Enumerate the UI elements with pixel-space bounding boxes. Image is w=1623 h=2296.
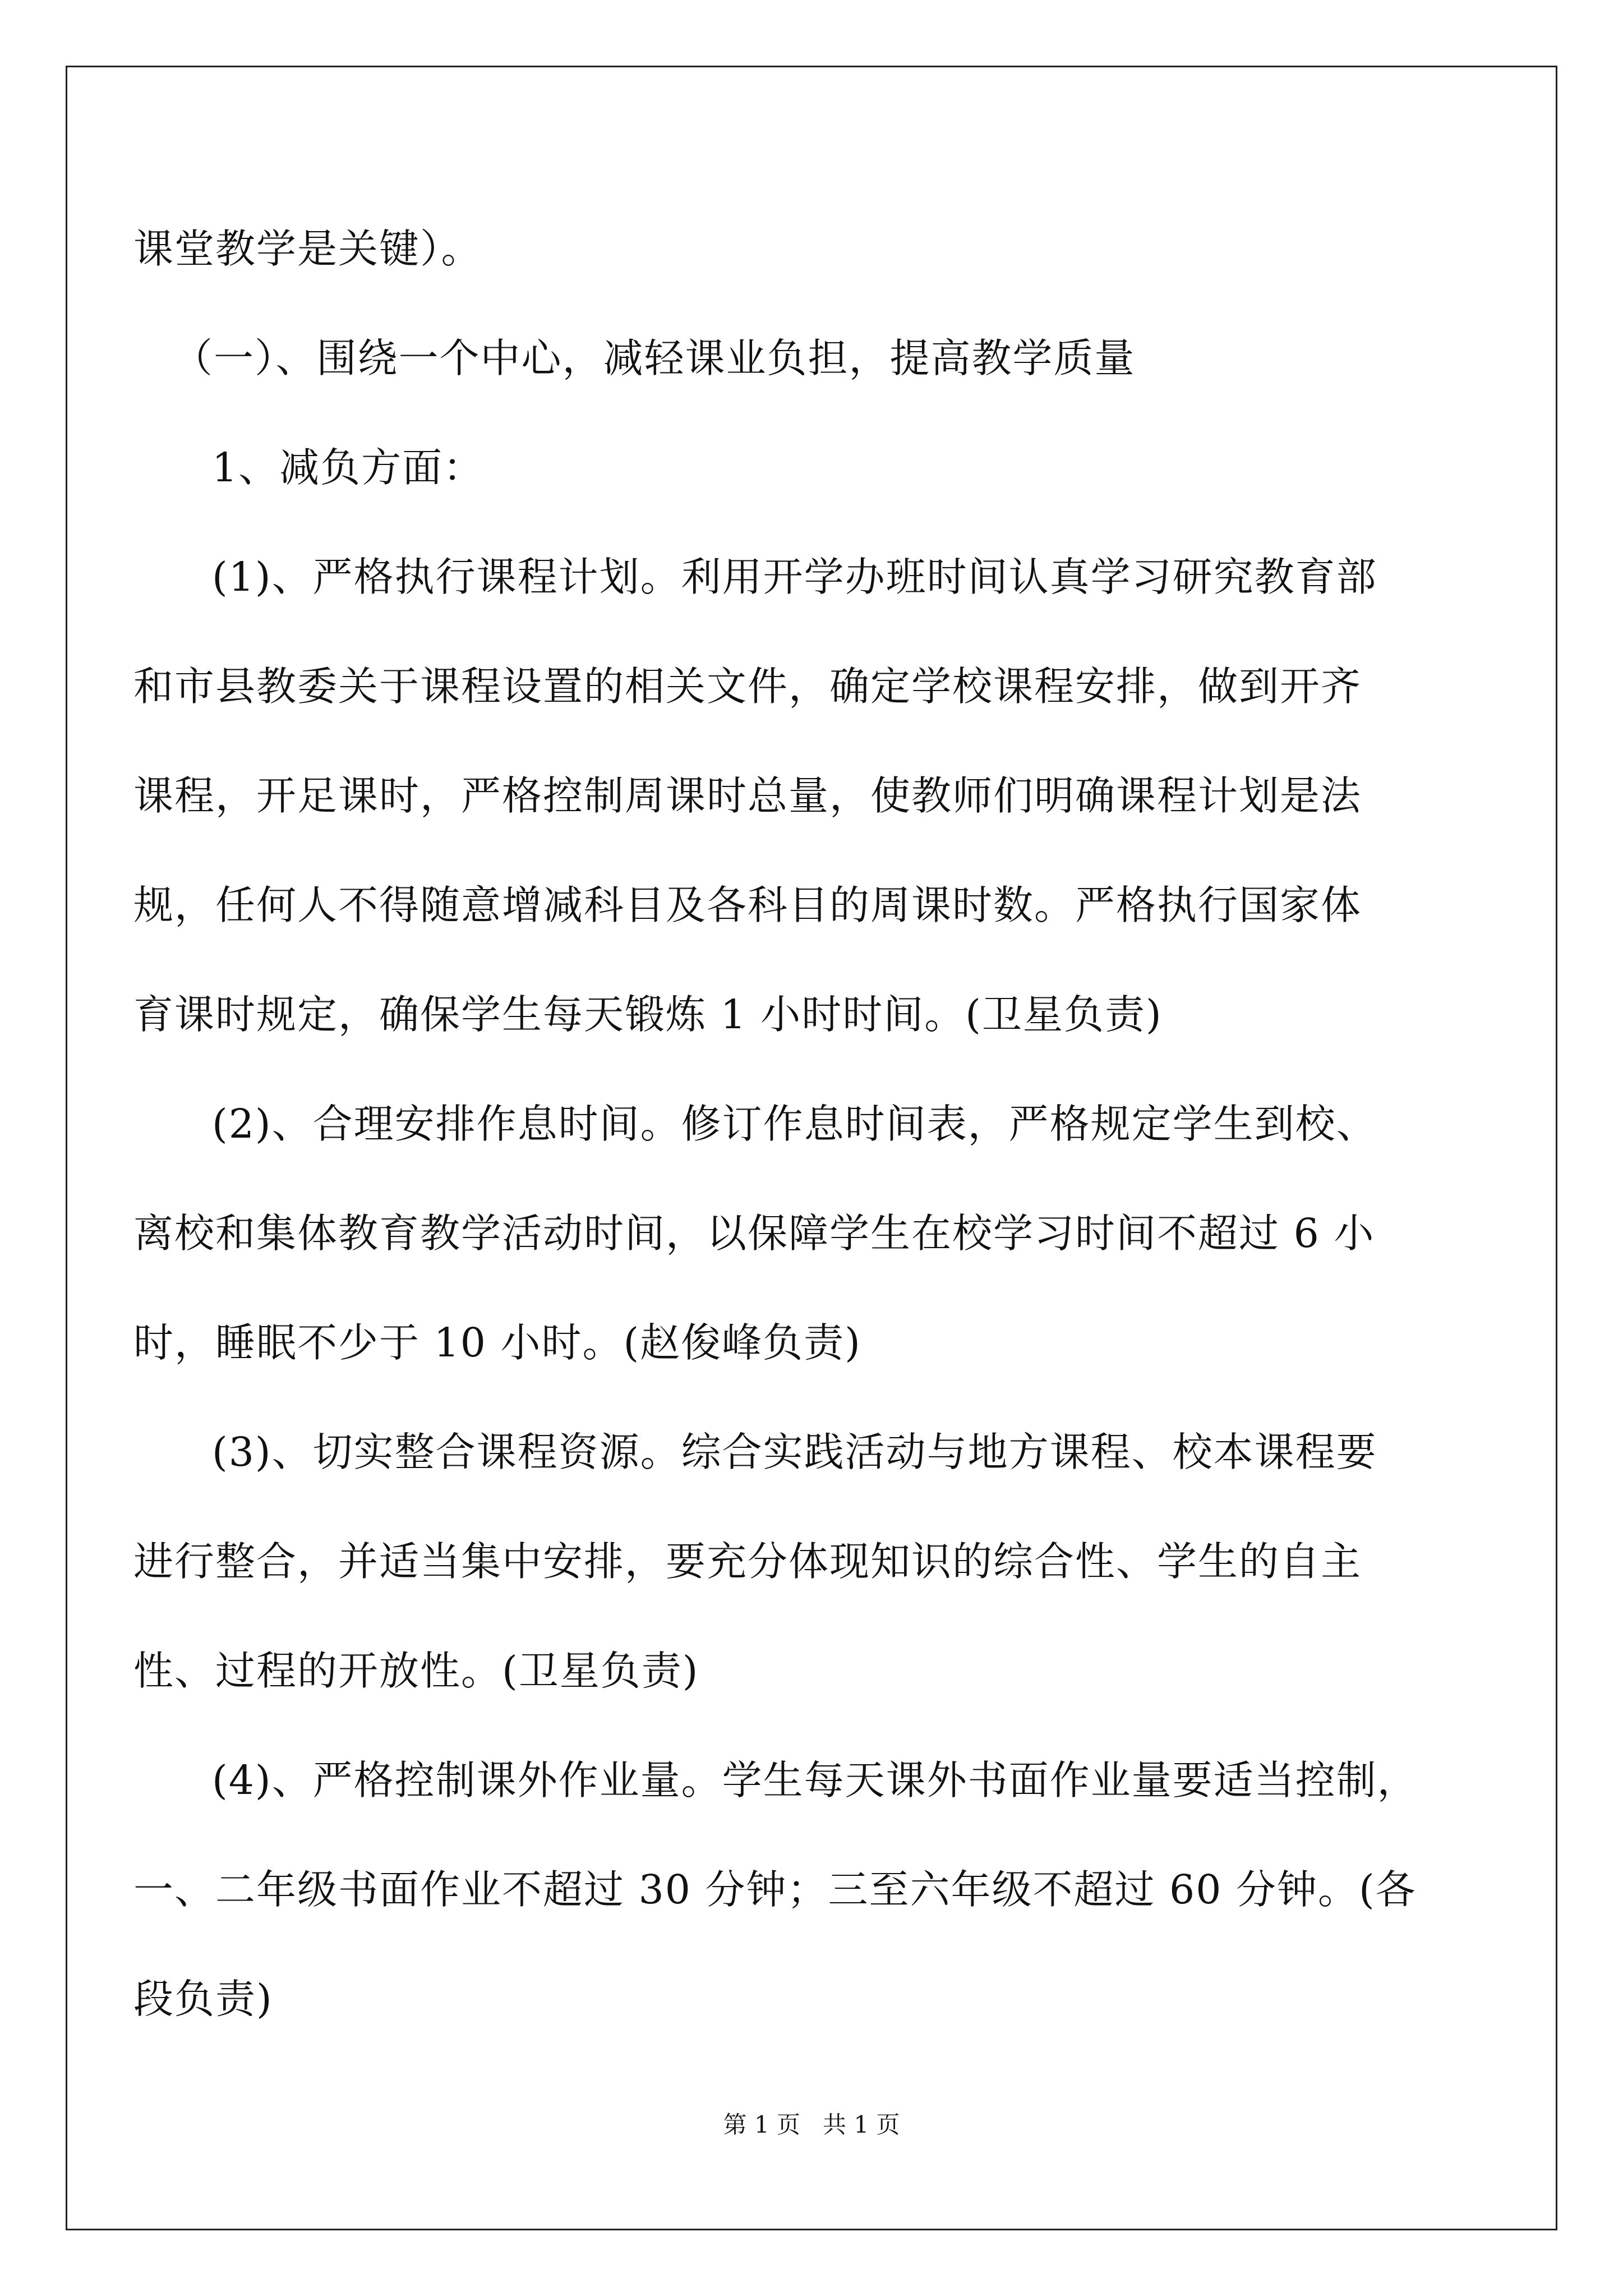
text-line: (1)、严格执行课程计划。利用开学办班时间认真学习研究教育部 xyxy=(212,554,1377,600)
text-line: 进行整合，并适当集中安排，要充分体现知识的综合性、学生的自主 xyxy=(133,1538,1362,1585)
text-line: 离校和集体教育教学活动时间，以保障学生在校学习时间不超过 6 小 xyxy=(133,1210,1375,1257)
text-line: (2)、合理安排作息时间。修订作息时间表，严格规定学生到校、 xyxy=(212,1101,1377,1147)
text-line: 育课时规定，确保学生每天锻炼 1 小时时间。(卫星负责) xyxy=(133,991,1163,1038)
text-line: 课堂教学是关键）。 xyxy=(133,226,482,272)
text-line: 课程，开足课时，严格控制周课时总量，使教师们明确课程计划是法 xyxy=(133,772,1362,819)
subsection-heading: 1、减负方面： xyxy=(212,444,485,491)
page-number-footer: 第 1 页 共 1 页 xyxy=(723,2111,900,2138)
text-line: (4)、严格控制课外作业量。学生每天课外书面作业量要适当控制， xyxy=(212,1757,1418,1803)
text-line: 规，任何人不得随意增减科目及各科目的周课时数。严格执行国家体 xyxy=(133,882,1362,928)
text-line: (3)、切实整合课程资源。综合实践活动与地方课程、校本课程要 xyxy=(212,1429,1377,1475)
text-line: 一、二年级书面作业不超过 30 分钟；三至六年级不超过 60 分钟。(各 xyxy=(133,1866,1417,1913)
text-line: 性、过程的开放性。(卫星负责) xyxy=(133,1648,699,1694)
section-heading: （一）、围绕一个中心，减轻课业负担，提高教学质量 xyxy=(173,335,1136,381)
text-line: 和市县教委关于课程设置的相关文件，确定学校课程安排，做到开齐 xyxy=(133,663,1362,710)
text-line: 时，睡眠不少于 10 小时。(赵俊峰负责) xyxy=(133,1319,861,1366)
text-line: 段负责) xyxy=(133,1976,273,2022)
